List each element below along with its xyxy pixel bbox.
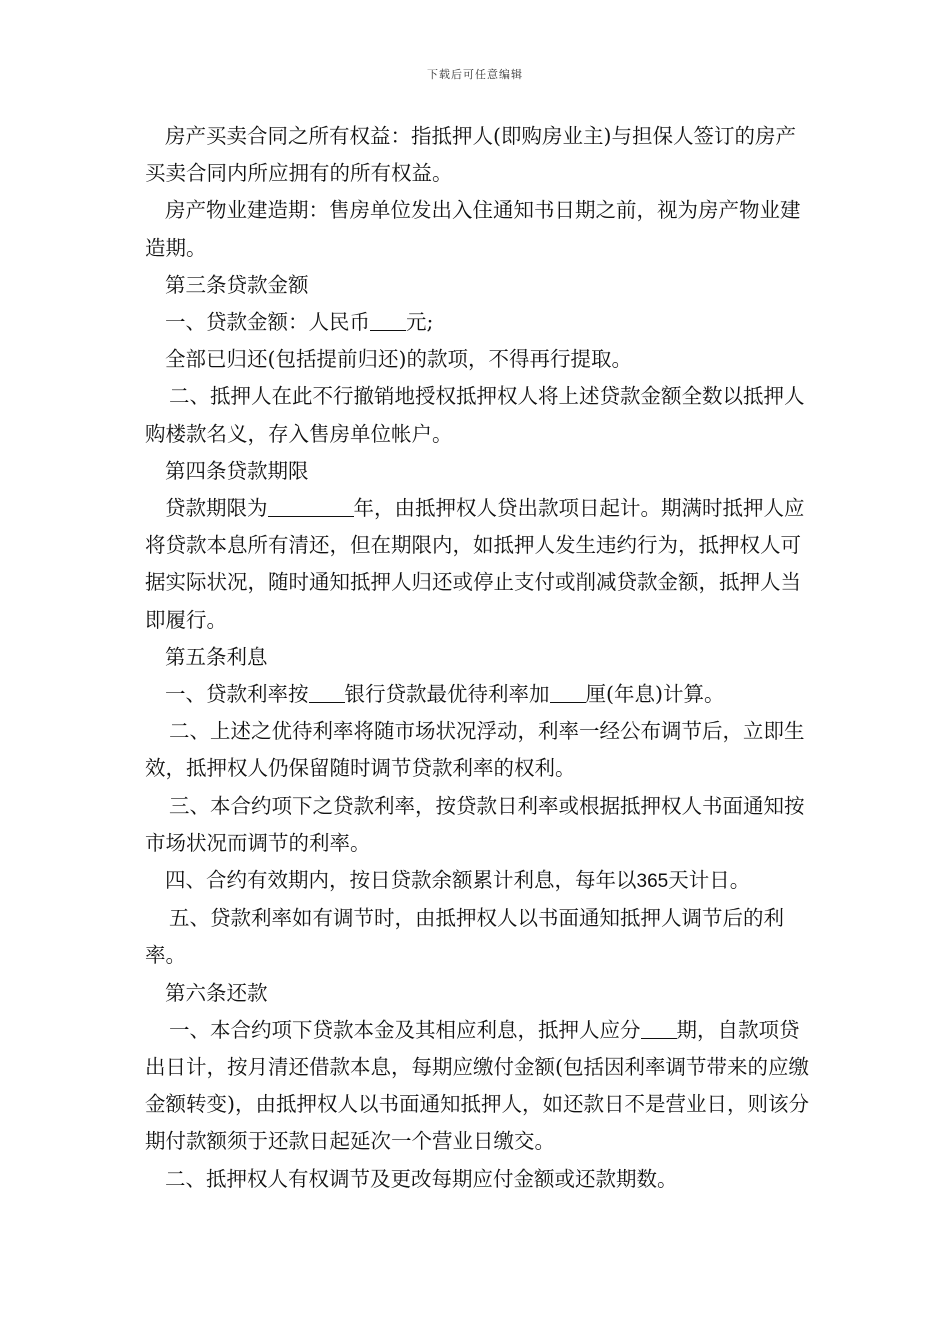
blank-field-bank <box>309 682 345 704</box>
document-body <box>145 118 813 1198</box>
blank-field-loan-term <box>268 496 354 518</box>
article-3-clause-2: 二、抵押人在此不行撤销地授权抵押权人将上述贷款金额全数以抵押人购楼款名义，存入售房单位帐户。 <box>145 384 805 446</box>
article-5-clause-5: 五、贷款利率如有调节时，由抵押权人以书面通知抵押人调节后的利率。 <box>145 906 784 968</box>
article-5-clause-4 <box>145 862 813 900</box>
clause-text: 贷款期限为 <box>165 496 268 521</box>
clause-text: 元; <box>406 310 434 335</box>
clause-text: 四、合约有效期内，按日贷款余额累计利息，每年以 <box>165 868 637 893</box>
paragraph-construction-period: 房产物业建造期：售房单位发出入住通知书日期之前，视为房产物业建造期。 <box>145 198 801 260</box>
article-5-clause-3: 三、本合约项下之贷款利率，按贷款日利率或根据抵押权人书面通知按市场状况而调节的利率。 <box>145 793 805 855</box>
article-6-clause-1 <box>145 1012 813 1161</box>
clause-text: 银行贷款最优待利率加 <box>344 682 550 707</box>
clause-text: 一、贷款金额：人民币 <box>165 310 370 335</box>
article-5-clause-1 <box>145 676 813 713</box>
clause-text: 期，自款项贷出日计，按月清还借款本息，每期应缴付金额(包括因利率调节带来的应缴金额转变)，由抵押权人以书面通知抵押人，如还款日不是营业日，则该分期付款额须于还款日起延次一个营业日缴交。 <box>145 1017 809 1154</box>
days-per-year: 365 <box>636 871 669 893</box>
article-3-clause-1 <box>145 304 813 341</box>
clause-text: 一、贷款利率按 <box>165 682 309 707</box>
article-5-title: 第五条利息 <box>165 644 268 669</box>
article-6-title: 第六条还款 <box>165 980 268 1005</box>
article-4-title: 第四条贷款期限 <box>165 458 309 483</box>
paragraph-property-rights: 房产买卖合同之所有权益：指抵押人(即购房业主)与担保人签订的房产买卖合同内所应拥有的所有权益。 <box>145 124 796 186</box>
blank-field-rate-add <box>550 682 586 704</box>
page-header: 下载后可任意编辑 <box>427 68 523 81</box>
blank-field-installments <box>641 1017 677 1039</box>
clause-text: 厘(年息)计算。 <box>585 682 725 707</box>
article-3-note: 全部已归还(包括提前归还)的款项，不得再行提取。 <box>165 347 632 372</box>
article-5-clause-2: 二、上述之优待利率将随市场状况浮动，利率一经公布调节后，立即生效，抵押权人仍保留随时调节贷款利率的权利。 <box>145 719 805 781</box>
clause-text: 一、本合约项下贷款本金及其相应利息，抵押人应分 <box>169 1017 641 1042</box>
article-6-clause-2: 二、抵押权人有权调节及更改每期应付金额或还款期数。 <box>165 1166 678 1191</box>
clause-text: 天计日。 <box>668 868 751 893</box>
blank-field-loan-amount <box>370 310 406 332</box>
article-3-title: 第三条贷款金额 <box>165 272 309 297</box>
article-4-body <box>145 490 813 639</box>
clause-text: 年，由抵押权人贷出款项日起计。期满时抵押人应将贷款本息所有清还，但在期限内，如抵押人发生违约行为，抵押权人可据实际状况，随时通知抵押人归还或停止支付或削减贷款金额，抵押人当即履行。 <box>145 496 805 632</box>
